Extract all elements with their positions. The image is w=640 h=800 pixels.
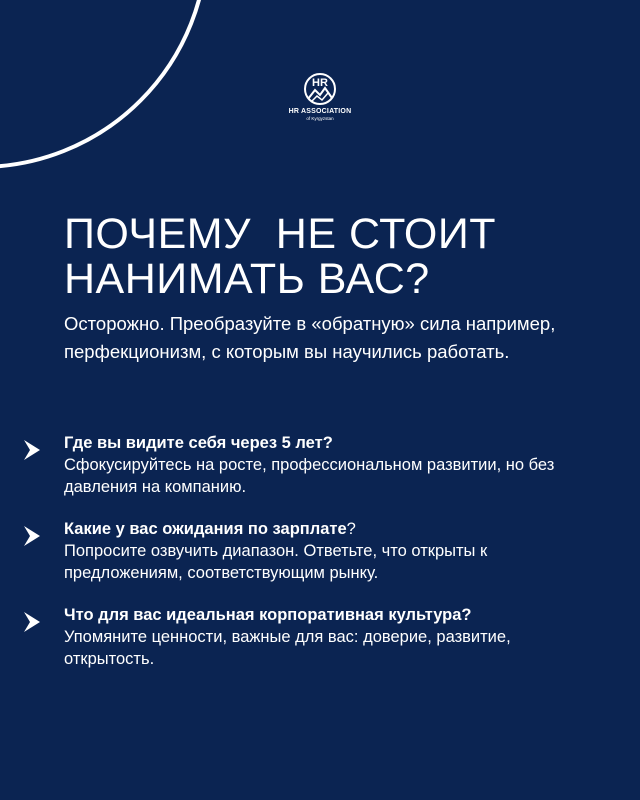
answer: Упомяните ценности, важные для вас: доверие, развитие, открытость.	[64, 628, 511, 668]
list-item	[18, 518, 618, 584]
logo-name: HR ASSOCIATION	[288, 108, 352, 115]
logo-mark: HR	[312, 77, 328, 89]
chevron-right-icon	[18, 610, 50, 634]
mountains-icon	[303, 72, 337, 106]
intro-text: Осторожно. Преобразуйте в «обратную» сила например, перфекционизм, с которым вы научились работать.	[64, 313, 556, 362]
list-item	[18, 604, 618, 670]
logo	[280, 72, 360, 132]
logo-subtitle: of Kyrgyzstan	[306, 116, 334, 121]
answer: Сфокусируйтесь на росте, профессиональном развитии, но без давления на компанию.	[64, 456, 555, 496]
question: Что для вас идеальная корпоративная культура?	[64, 606, 472, 624]
question: Где вы видите себя через 5 лет?	[64, 434, 333, 452]
answer: Попросите озвучить диапазон. Ответьте, что открыты к предложениям, соответствующим рынку.	[64, 542, 488, 582]
question-tail: ?	[346, 520, 356, 538]
question: Какие у вас ожидания по зарплате	[64, 520, 347, 538]
chevron-right-icon	[18, 438, 50, 462]
chevron-right-icon	[18, 524, 50, 548]
list-item	[18, 432, 618, 498]
page-title: ПОЧЕМУ НЕ СТОИТ НАНИМАТЬ ВАС?	[64, 210, 497, 303]
